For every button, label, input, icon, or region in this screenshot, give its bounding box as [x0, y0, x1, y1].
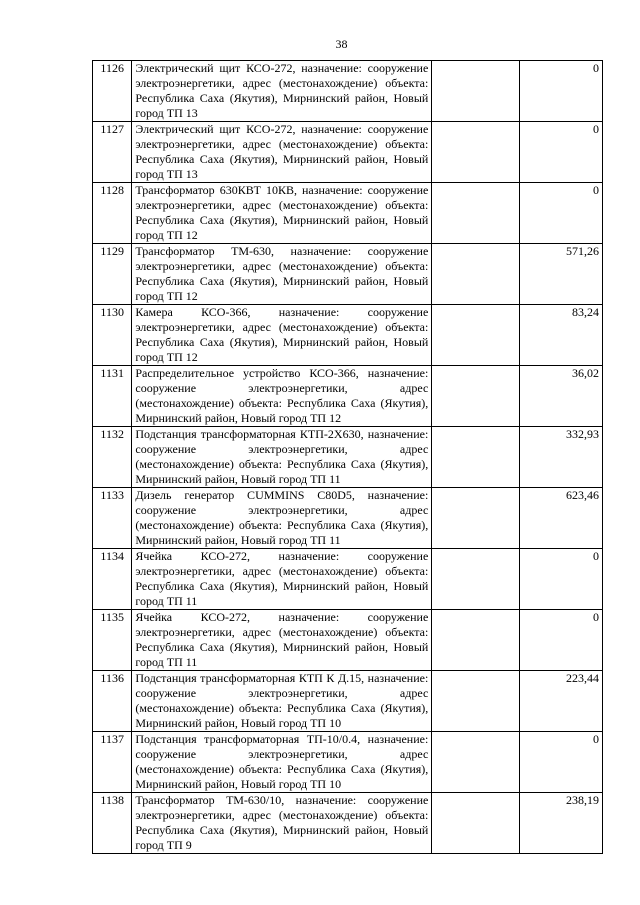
empty-cell — [432, 488, 520, 549]
table-row — [93, 549, 603, 610]
asset-value: 238,19 — [520, 793, 603, 854]
row-number: 1136 — [93, 671, 132, 732]
row-number: 1126 — [93, 61, 132, 122]
table-row — [93, 732, 603, 793]
asset-description: Ячейка КСО-272, назначение: сооружение электроэнергетики, адрес (местонахождение) объекта: Республика Саха (Якутия), Мирнинский район, Новый город ТП 11 — [132, 549, 432, 610]
table-body — [93, 61, 603, 854]
asset-value: 0 — [520, 122, 603, 183]
empty-cell — [432, 610, 520, 671]
table-row — [93, 61, 603, 122]
table-row — [93, 610, 603, 671]
empty-cell — [432, 244, 520, 305]
asset-description: Трансформатор ТМ-630/10, назначение: сооружение электроэнергетики, адрес (местонахождение) объекта: Республика Саха (Якутия), Мирнинский район, Новый город ТП 9 — [132, 793, 432, 854]
asset-description: Подстанция трансформаторная ТП-10/0.4, назначение: сооружение электроэнергетики, адрес (местонахождение) объекта: Республика Саха (Якутия), Мирнинский район, Новый город ТП 10 — [132, 732, 432, 793]
empty-cell — [432, 122, 520, 183]
table-row — [93, 122, 603, 183]
asset-value: 0 — [520, 61, 603, 122]
asset-value: 0 — [520, 183, 603, 244]
asset-value: 623,46 — [520, 488, 603, 549]
row-number: 1129 — [93, 244, 132, 305]
empty-cell — [432, 732, 520, 793]
asset-description: Трансформатор 630КВТ 10КВ, назначение: сооружение электроэнергетики, адрес (местонахождение) объекта: Республика Саха (Якутия), Мирнинский район, Новый город ТП 12 — [132, 183, 432, 244]
empty-cell — [432, 61, 520, 122]
asset-value: 571,26 — [520, 244, 603, 305]
asset-value: 223,44 — [520, 671, 603, 732]
asset-value: 0 — [520, 610, 603, 671]
asset-value: 0 — [520, 732, 603, 793]
row-number: 1130 — [93, 305, 132, 366]
table-row — [93, 244, 603, 305]
table-row — [93, 183, 603, 244]
asset-description: Камера КСО-366, назначение: сооружение электроэнергетики, адрес (местонахождение) объекта: Республика Саха (Якутия), Мирнинский район, Новый город ТП 12 — [132, 305, 432, 366]
asset-description: Электрический щит КСО-272, назначение: сооружение электроэнергетики, адрес (местонахождение) объекта: Республика Саха (Якутия), Мирнинский район, Новый город ТП 13 — [132, 122, 432, 183]
asset-description: Подстанция трансформаторная КТП-2Х630, назначение: сооружение электроэнергетики, адрес (местонахождение) объекта: Республика Саха (Якутия), Мирнинский район, Новый город ТП 11 — [132, 427, 432, 488]
row-number: 1135 — [93, 610, 132, 671]
empty-cell — [432, 427, 520, 488]
empty-cell — [432, 305, 520, 366]
empty-cell — [432, 671, 520, 732]
asset-description: Электрический щит КСО-272, назначение: сооружение электроэнергетики, адрес (местонахождение) объекта: Республика Саха (Якутия), Мирнинский район, Новый город ТП 13 — [132, 61, 432, 122]
asset-value: 0 — [520, 549, 603, 610]
table-row — [93, 366, 603, 427]
asset-description: Трансформатор ТМ-630, назначение: сооружение электроэнергетики, адрес (местонахождение) объекта: Республика Саха (Якутия), Мирнинский район, Новый город ТП 12 — [132, 244, 432, 305]
empty-cell — [432, 549, 520, 610]
row-number: 1127 — [93, 122, 132, 183]
asset-value: 36,02 — [520, 366, 603, 427]
asset-description: Распределительное устройство КСО-366, назначение: сооружение электроэнергетики, адрес (местонахождение) объекта: Республика Саха (Якутия), Мирнинский район, Новый город ТП 12 — [132, 366, 432, 427]
asset-value: 332,93 — [520, 427, 603, 488]
asset-description: Ячейка КСО-272, назначение: сооружение электроэнергетики, адрес (местонахождение) объекта: Республика Саха (Якутия), Мирнинский район, Новый город ТП 11 — [132, 610, 432, 671]
row-number: 1128 — [93, 183, 132, 244]
row-number: 1137 — [93, 732, 132, 793]
table-row — [93, 793, 603, 854]
table-row — [93, 427, 603, 488]
table-row — [93, 671, 603, 732]
page-number: 38 — [335, 37, 348, 51]
empty-cell — [432, 366, 520, 427]
empty-cell — [432, 183, 520, 244]
row-number: 1133 — [93, 488, 132, 549]
asset-description: Дизель генератор CUMMINS C80D5, назначение: сооружение электроэнергетики, адрес (местонахождение) объекта: Республика Саха (Якутия), Мирнинский район, Новый город ТП 11 — [132, 488, 432, 549]
row-number: 1131 — [93, 366, 132, 427]
inventory-table — [92, 60, 603, 854]
row-number: 1134 — [93, 549, 132, 610]
table-row — [93, 305, 603, 366]
row-number: 1132 — [93, 427, 132, 488]
row-number: 1138 — [93, 793, 132, 854]
table-row — [93, 488, 603, 549]
asset-description: Подстанция трансформаторная КТП К Д.15, назначение: сооружение электроэнергетики, адрес (местонахождение) объекта: Республика Саха (Якутия), Мирнинский район, Новый город ТП 10 — [132, 671, 432, 732]
empty-cell — [432, 793, 520, 854]
asset-value: 83,24 — [520, 305, 603, 366]
